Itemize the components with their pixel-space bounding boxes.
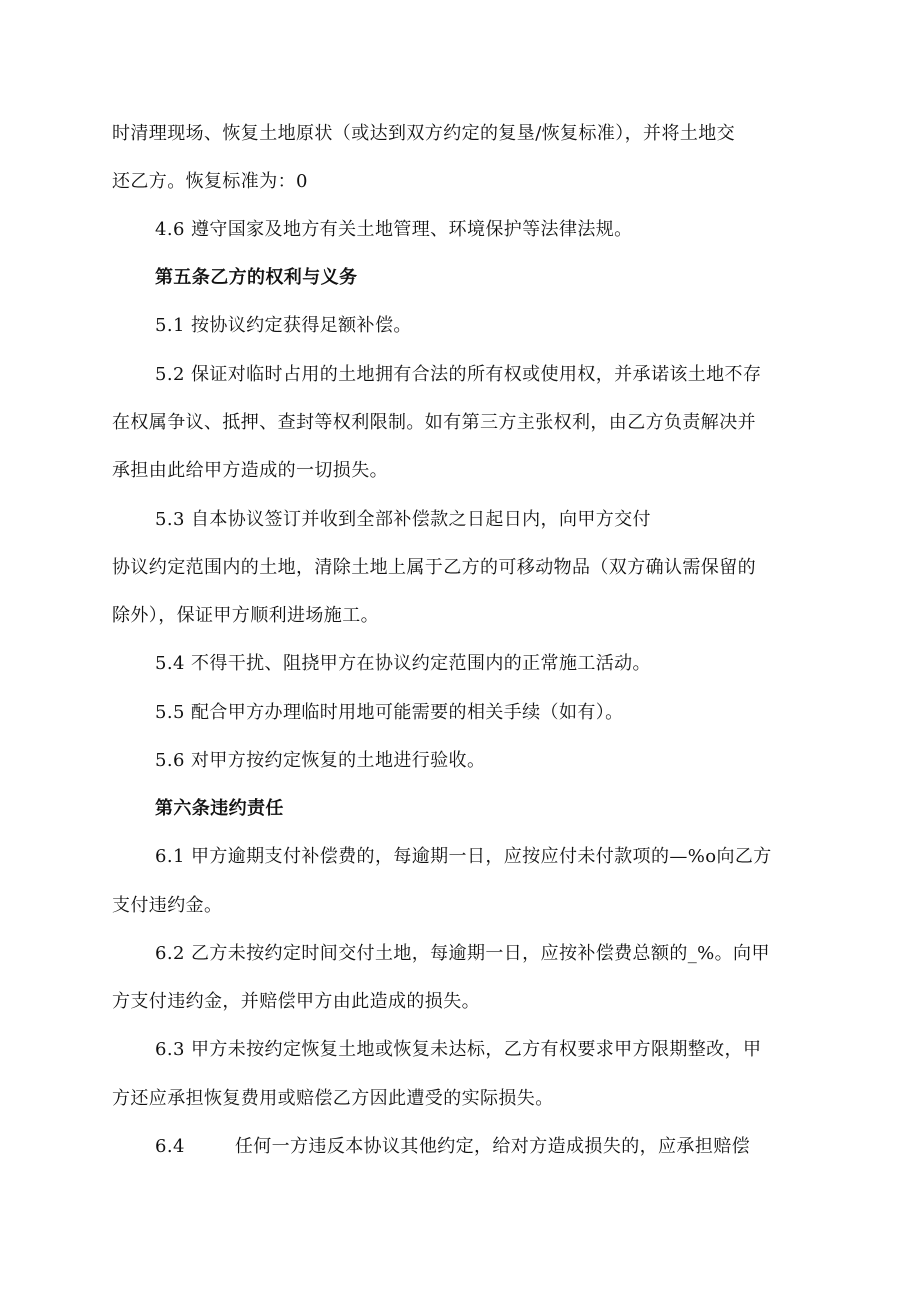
paragraph-line: 还乙方。恢复标准为：0: [112, 171, 308, 192]
clause-5-5: 5.5 配合甲方办理临时用地可能需要的相关手续（如有）。: [155, 702, 624, 723]
clause-6-4: [155, 1135, 750, 1159]
clause-4-6: 4.6 遵守国家及地方有关土地管理、环境保护等法律法规。: [155, 219, 633, 240]
section-heading-article-5: 第五条乙方的权利与义务: [155, 267, 358, 288]
section-heading-article-6: 第六条违约责任: [155, 798, 284, 819]
clause-text: 任何一方违反本协议其他约定，给对方造成损失的，应承担赔偿: [234, 1136, 751, 1157]
clause-6-1: 6.1 甲方逾期支付补偿费的，每逾期一日，应按应付未付款项的—%o向乙方: [155, 846, 772, 867]
clause-6-2: 6.2 乙方未按约定时间交付土地，每逾期一日，应按补偿费总额的_%。向甲: [155, 943, 770, 964]
paragraph-line: 除外），保证甲方顺利进场施工。: [112, 605, 379, 626]
clause-number: 6.4: [155, 1136, 185, 1157]
clause-5-1: 5.1 按协议约定获得足额补偿。: [155, 315, 412, 336]
paragraph-line: 承担由此给甲方造成的一切损失。: [112, 460, 388, 481]
paragraph-line: 支付违约金。: [112, 895, 223, 916]
clause-5-4: 5.4 不得干扰、阻挠甲方在协议约定范围内的正常施工活动。: [155, 653, 651, 674]
paragraph-line: 时清理现场、恢复土地原状（或达到双方约定的复垦/恢复标准），并将土地交: [112, 123, 736, 144]
paragraph-line: 协议约定范围内的土地，清除土地上属于乙方的可移动物品（双方确认需保留的: [112, 557, 756, 578]
clause-6-3: 6.3 甲方未按约定恢复土地或恢复未达标，乙方有权要求甲方限期整改，甲: [155, 1039, 762, 1060]
clause-5-6: 5.6 对甲方按约定恢复的土地进行验收。: [155, 750, 486, 771]
clause-5-3: 5.3 自本协议签订并收到全部补偿款之日起日内，向甲方交付: [155, 509, 651, 530]
paragraph-line: 方还应承担恢复费用或赔偿乙方因此遭受的实际损失。: [112, 1088, 554, 1109]
paragraph-line: 在权属争议、抵押、查封等权利限制。如有第三方主张权利，由乙方负责解决并: [112, 412, 756, 433]
clause-5-2: 5.2 保证对临时占用的土地拥有合法的所有权或使用权，并承诺该土地不存: [155, 364, 762, 385]
paragraph-line: 方支付违约金，并赔偿甲方由此造成的损失。: [112, 991, 480, 1012]
